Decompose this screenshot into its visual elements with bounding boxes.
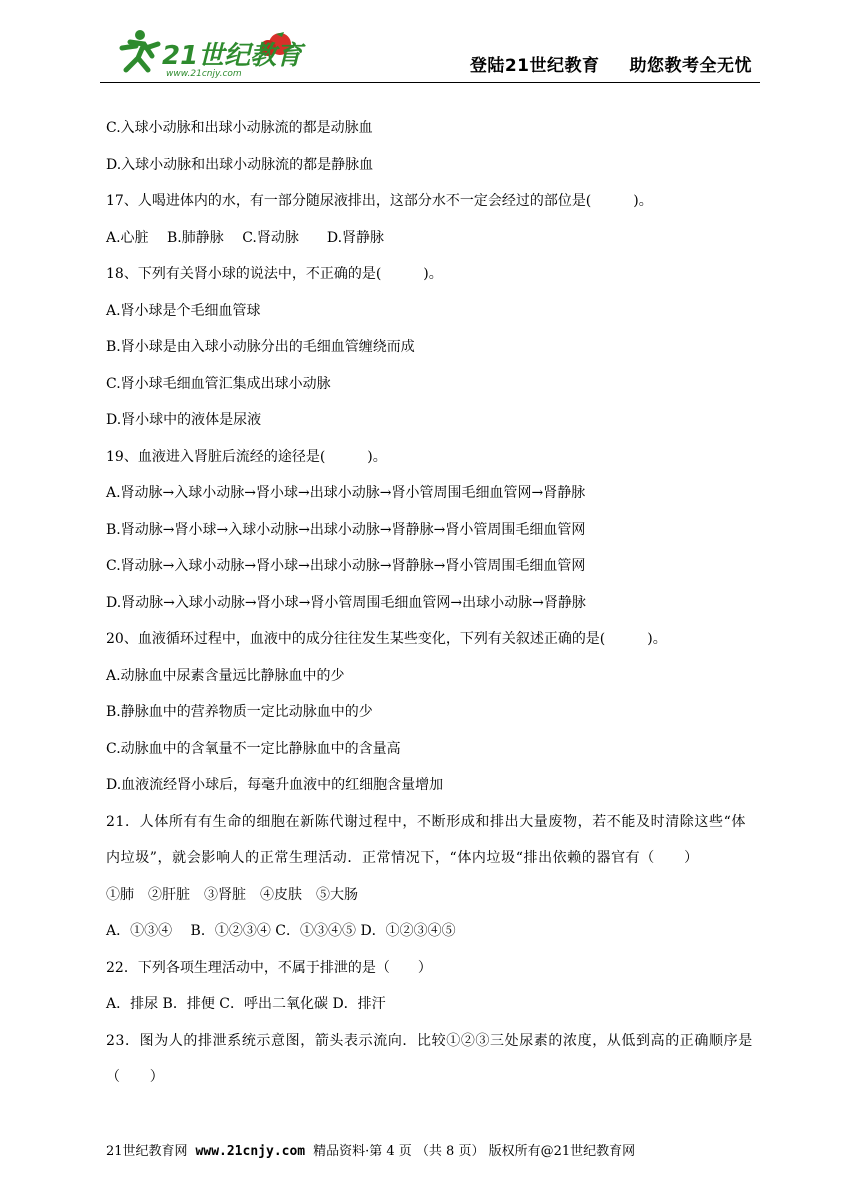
option-18-d: D.肾小球中的液体是尿液	[106, 412, 262, 428]
option-20-c: C.动脉血中的含氧量不一定比静脉血中的含量高	[106, 740, 401, 757]
options-22: A．排尿 B．排便 C．呼出二氧化碳 D．排汗	[106, 996, 386, 1012]
option-19-d: D.肾动脉→入球小动脉→肾小球→肾小管周围毛细血管网→出球小动脉→肾静脉	[106, 594, 586, 611]
logo-21cnjy-icon	[100, 26, 310, 80]
question-20: 20、血液循环过程中，血液中的成分往往发生某些变化，下列有关叙述正确的是( )。	[106, 631, 667, 647]
option-19-c: C.肾动脉→入球小动脉→肾小球→出球小动脉→肾静脉→肾小管周围毛细血管网	[106, 558, 586, 574]
question-22: 22．下列各项生理活动中，不属于排泄的是（ ）	[106, 959, 432, 976]
question-17: 17、人喝进体内的水，有一部分随尿液排出，这部分水不一定会经过的部位是( )。	[106, 193, 653, 209]
footer-left: 21世纪教育网	[106, 1144, 188, 1159]
option-20-a: A.动脉血中尿素含量远比静脉血中的少	[106, 667, 345, 684]
option-18-c: C.肾小球毛细血管汇集成出球小动脉	[106, 375, 331, 392]
header-slogan	[470, 51, 752, 76]
footer-right: 精品资料·第 4 页 （共 8 页） 版权所有@21世纪教育网	[313, 1144, 636, 1159]
options-17: A.心脏 B.肺静脉 C.肾动脉 D.肾静脉	[106, 229, 385, 246]
svg-text:www.21cnjy.com: www.21cnjy.com	[166, 69, 242, 79]
svg-text:21世纪教育: 21世纪教育	[162, 41, 303, 71]
page-footer	[106, 1140, 760, 1159]
question-23: 23．图为人的排泄系统示意图，箭头表示流向．比较①②③三处尿素的浓度，从低到高的正确顺序是（ ）	[106, 1032, 753, 1085]
option-19-a: A.肾动脉→入球小动脉→肾小球→出球小动脉→肾小管周围毛细血管网→肾静脉	[106, 485, 586, 501]
text-line: C.入球小动脉和出球小动脉流的都是动脉血	[106, 120, 373, 136]
question-content	[106, 110, 760, 1096]
slogan-left: 登陆21世纪教育	[469, 56, 600, 76]
question-18: 18、下列有关肾小球的说法中，不正确的是( )。	[106, 266, 443, 282]
option-18-a: A.肾小球是个毛细血管球	[106, 302, 261, 319]
options-21: A．①③④ B．①②③④ C．①③④⑤ D．①②③④⑤	[106, 923, 456, 939]
option-20-d: D.血液流经肾小球后，每毫升血液中的红细胞含量增加	[106, 777, 444, 793]
question-19: 19、血液进入肾脏后流经的途径是( )。	[106, 448, 387, 465]
question-21: 21．人体所有有生命的细胞在新陈代谢过程中，不断形成和排出大量废物，若不能及时清除这些“体内垃圾”，就会影响人的正常生理活动．正常情况下，“体内垃圾“排出依赖的器官有（ ）	[106, 813, 746, 866]
option-19-b: B.肾动脉→肾小球→入球小动脉→出球小动脉→肾静脉→肾小管周围毛细血管网	[106, 521, 586, 538]
option-18-b: B.肾小球是由入球小动脉分出的毛细血管缠绕而成	[106, 339, 415, 355]
page-header	[100, 26, 760, 83]
items-21: ①肺 ②肝脏 ③肾脏 ④皮肤 ⑤大肠	[106, 886, 358, 903]
option-20-b: B.静脉血中的营养物质一定比动脉血中的少	[106, 704, 373, 720]
text-line: D.入球小动脉和出球小动脉流的都是静脉血	[106, 156, 374, 173]
footer-site-link[interactable]: www.21cnjy.com	[195, 1144, 306, 1159]
slogan-right: 助您教考全无忧	[629, 56, 752, 76]
